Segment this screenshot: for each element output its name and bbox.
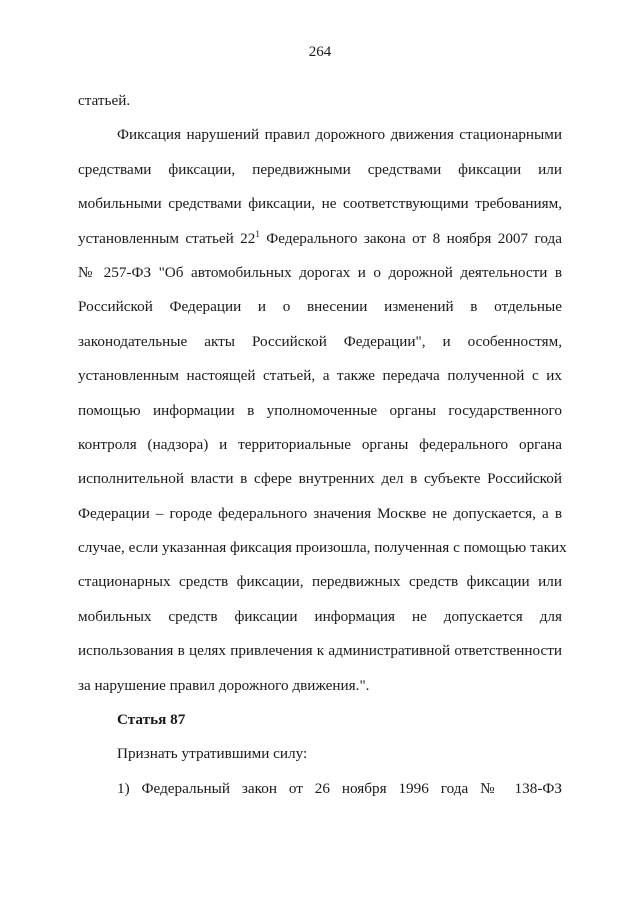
text-line: случае, если указанная фиксация произошла, полученная с помощью таких	[78, 539, 567, 557]
text-line: Федерации – городе федерального значения Москве не допускается, а в	[78, 504, 562, 522]
text-line: № 257-ФЗ "Об автомобильных дорогах и о дорожной деятельности в	[78, 263, 562, 281]
text-line: Признать утратившими силу:	[117, 745, 308, 763]
text-line: исполнительной власти в сфере внутренних дел в субъекте Российской	[78, 470, 562, 488]
text-line: контроля (надзора) и территориальные органы федерального органа	[78, 435, 562, 453]
superscript: 1	[255, 228, 260, 239]
text-line: законодательные акты Российской Федерации", и особенностям,	[78, 332, 562, 350]
text-line: установленным настоящей статьей, а также передача полученной с их	[78, 367, 562, 385]
text-segment: Федерального закона от 8 ноября 2007 года	[259, 229, 563, 247]
text-line: 1) Федеральный закон от 26 ноября 1996 года № 138-ФЗ	[117, 779, 562, 797]
text-line: средствами фиксации, передвижными средствами фиксации или	[78, 160, 562, 178]
text-line: статьей.	[78, 92, 131, 109]
text-line: использования в целях привлечения к административной ответственности	[78, 642, 562, 660]
text-line: мобильных средств фиксации информация не допускается для	[78, 607, 562, 625]
text-line: мобильными средствами фиксации, не соответствующими требованиям,	[78, 195, 562, 213]
text-line: за нарушение правил дорожного движения.".	[78, 676, 370, 694]
text-line: Российской Федерации и о внесении изменений в отдельные	[78, 298, 562, 316]
text-segment: установленным статьей 22	[78, 229, 256, 247]
text-line: помощью информации в уполномоченные органы государственного	[78, 401, 562, 419]
article-text	[78, 84, 567, 806]
text-line	[78, 222, 562, 256]
text-line: стационарных средств фиксации, передвижных средств фиксации или	[78, 573, 562, 591]
article-heading: Статья 87	[117, 711, 186, 729]
text-line: Фиксация нарушений правил дорожного движения стационарными	[117, 126, 562, 144]
page-number: 264	[308, 44, 332, 60]
